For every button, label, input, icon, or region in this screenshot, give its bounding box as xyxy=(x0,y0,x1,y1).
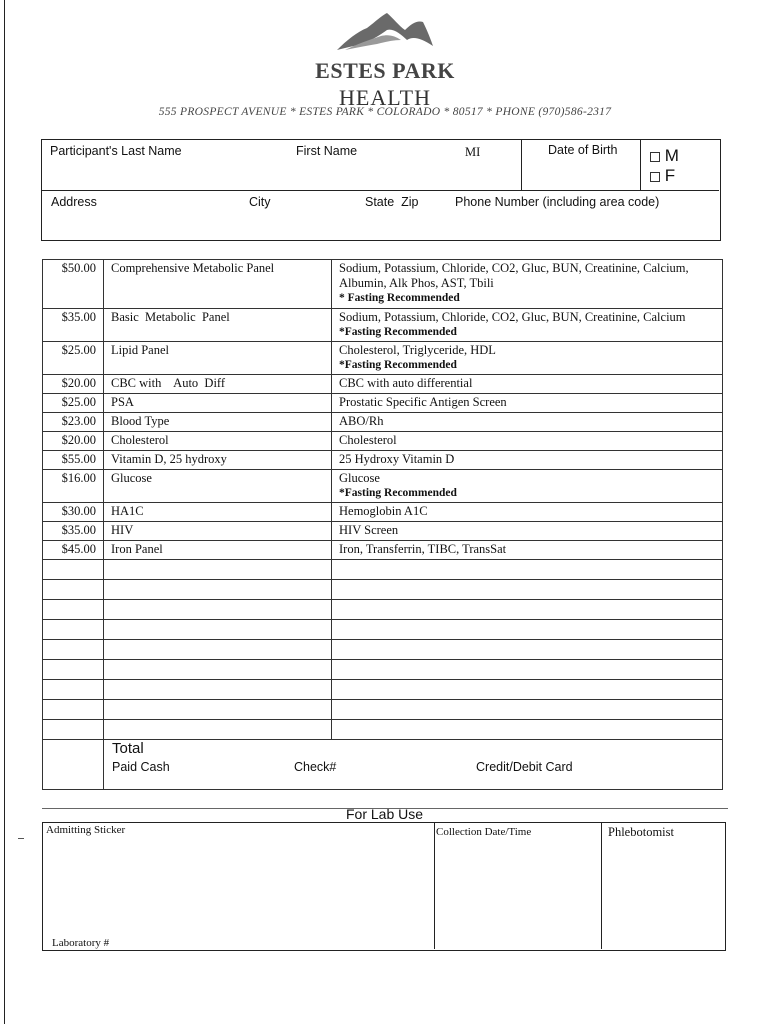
blank-cell[interactable] xyxy=(43,660,104,680)
state-zip-label: State Zip xyxy=(365,195,419,209)
laboratory-number-label: Laboratory # xyxy=(52,937,110,949)
test-row xyxy=(43,309,723,342)
last-name-label: Participant's Last Name xyxy=(50,144,182,158)
test-description-cell xyxy=(332,342,723,375)
lab-use-divider-1 xyxy=(434,822,435,949)
test-price: $20.00 xyxy=(43,375,104,394)
blank-row xyxy=(43,580,723,600)
test-description: Glucose xyxy=(339,471,380,485)
test-name: PSA xyxy=(104,394,332,413)
lab-use-box xyxy=(42,822,726,951)
test-description-cell xyxy=(332,541,723,560)
lab-use-divider-2 xyxy=(601,822,602,949)
test-description-cell xyxy=(332,413,723,432)
org-address: 555 PROSPECT AVENUE * ESTES PARK * COLORADO * 80517 * PHONE (970)586-2317 xyxy=(158,106,612,118)
test-name: Vitamin D, 25 hydroxy xyxy=(104,451,332,470)
admitting-sticker-label: Admitting Sticker xyxy=(46,824,126,836)
test-description-cell xyxy=(332,522,723,541)
test-row xyxy=(43,541,723,560)
blank-cell[interactable] xyxy=(104,700,332,720)
test-name: Blood Type xyxy=(104,413,332,432)
test-row xyxy=(43,522,723,541)
blank-cell[interactable] xyxy=(332,580,723,600)
mi-label: MI xyxy=(465,145,481,159)
test-price: $45.00 xyxy=(43,541,104,560)
test-price: $25.00 xyxy=(43,394,104,413)
org-name-line2: HEALTH xyxy=(339,85,431,110)
test-row xyxy=(43,470,723,503)
totals-blank-cell xyxy=(43,740,104,790)
test-description-cell xyxy=(332,260,723,309)
test-description: Cholesterol, Triglyceride, HDL xyxy=(339,343,496,357)
test-description: Cholesterol xyxy=(339,433,397,447)
blank-cell[interactable] xyxy=(332,600,723,620)
checkbox-m[interactable] xyxy=(650,152,660,162)
blank-cell[interactable] xyxy=(332,680,723,700)
test-description: Iron, Transferrin, TIBC, TransSat xyxy=(339,542,507,556)
blank-cell[interactable] xyxy=(332,720,723,740)
test-description-cell xyxy=(332,432,723,451)
blank-cell[interactable] xyxy=(104,720,332,740)
card-label: Credit/Debit Card xyxy=(476,760,573,774)
blank-cell[interactable] xyxy=(43,560,104,580)
blank-cell[interactable] xyxy=(43,700,104,720)
blank-cell[interactable] xyxy=(104,660,332,680)
test-description: Hemoglobin A1C xyxy=(339,504,428,518)
address-label: Address xyxy=(51,195,97,209)
test-price: $35.00 xyxy=(43,522,104,541)
test-row xyxy=(43,451,723,470)
blank-cell[interactable] xyxy=(104,640,332,660)
first-name-label: First Name xyxy=(296,144,358,158)
test-description-cell xyxy=(332,451,723,470)
fasting-note: *Fasting Recommended xyxy=(339,487,457,499)
fasting-note: *Fasting Recommended xyxy=(339,326,457,338)
test-price: $35.00 xyxy=(43,309,104,342)
blank-cell[interactable] xyxy=(104,560,332,580)
blank-row xyxy=(43,700,723,720)
test-name: HIV xyxy=(104,522,332,541)
blank-cell[interactable] xyxy=(332,560,723,580)
test-row xyxy=(43,432,723,451)
test-price: $20.00 xyxy=(43,432,104,451)
paid-cash-label: Paid Cash xyxy=(112,760,170,774)
blank-cell[interactable] xyxy=(104,680,332,700)
blank-cell[interactable] xyxy=(104,620,332,640)
test-row xyxy=(43,260,723,309)
test-description-cell xyxy=(332,470,723,503)
blank-row xyxy=(43,720,723,740)
test-name: Comprehensive Metabolic Panel xyxy=(104,260,332,309)
dob-label: Date of Birth xyxy=(548,143,618,157)
test-row xyxy=(43,375,723,394)
phlebotomist-label: Phlebotomist xyxy=(608,825,674,839)
test-row xyxy=(43,342,723,375)
collection-datetime-label: Collection Date/Time xyxy=(436,826,532,838)
test-row xyxy=(43,503,723,522)
blank-cell[interactable] xyxy=(332,640,723,660)
test-description: 25 Hydroxy Vitamin D xyxy=(339,452,455,466)
test-name: Cholesterol xyxy=(104,432,332,451)
test-name: Glucose xyxy=(104,470,332,503)
sex-m-label: M xyxy=(664,146,679,165)
test-price: $55.00 xyxy=(43,451,104,470)
blank-row xyxy=(43,680,723,700)
phone-label: Phone Number (including area code) xyxy=(455,195,660,209)
blank-cell[interactable] xyxy=(104,580,332,600)
test-price: $30.00 xyxy=(43,503,104,522)
test-price: $16.00 xyxy=(43,470,104,503)
blank-row xyxy=(43,620,723,640)
test-row xyxy=(43,413,723,432)
blank-cell[interactable] xyxy=(43,680,104,700)
blank-row xyxy=(43,600,723,620)
test-price: $23.00 xyxy=(43,413,104,432)
dob-divider-left xyxy=(521,139,522,190)
test-description: CBC with auto differential xyxy=(339,376,473,390)
sex-f-label: F xyxy=(664,166,676,185)
blank-cell[interactable] xyxy=(43,720,104,740)
test-name: Basic Metabolic Panel xyxy=(104,309,332,342)
sex-f-option[interactable] xyxy=(650,166,675,186)
totals-row xyxy=(43,740,723,790)
test-description: HIV Screen xyxy=(339,523,399,537)
page-left-border xyxy=(4,0,5,1024)
blank-cell[interactable] xyxy=(43,640,104,660)
test-name: HA1C xyxy=(104,503,332,522)
test-row xyxy=(43,394,723,413)
test-description: Sodium, Potassium, Chloride, CO2, Gluc, BUN, Creatinine, Calcium, Albumin, Alk Phos, AST, Tbili xyxy=(339,261,689,290)
test-name: Lipid Panel xyxy=(104,342,332,375)
test-price: $25.00 xyxy=(43,342,104,375)
blank-cell[interactable] xyxy=(332,620,723,640)
lab-use-heading: For Lab Use xyxy=(346,806,424,822)
mountain-logo-icon xyxy=(335,10,435,52)
check-label: Check# xyxy=(294,760,337,774)
total-label: Total xyxy=(112,740,144,757)
test-description-cell xyxy=(332,309,723,342)
blank-cell[interactable] xyxy=(104,600,332,620)
blank-cell[interactable] xyxy=(43,580,104,600)
blank-cell[interactable] xyxy=(332,700,723,720)
test-description: Sodium, Potassium, Chloride, CO2, Gluc, BUN, Creatinine, Calcium xyxy=(339,310,686,324)
org-name-line1: ESTES PARK xyxy=(315,58,455,83)
test-description-cell xyxy=(332,394,723,413)
sex-m-option[interactable] xyxy=(650,146,679,166)
margin-mark xyxy=(18,838,24,839)
test-name: Iron Panel xyxy=(104,541,332,560)
dob-divider-right xyxy=(640,139,641,190)
test-description-cell xyxy=(332,375,723,394)
blank-cell[interactable] xyxy=(43,620,104,640)
totals-cell xyxy=(104,740,723,790)
test-price: $50.00 xyxy=(43,260,104,309)
test-description: ABO/Rh xyxy=(339,414,384,428)
blank-row xyxy=(43,560,723,580)
checkbox-f[interactable] xyxy=(650,172,660,182)
blank-row xyxy=(43,640,723,660)
test-description-cell xyxy=(332,503,723,522)
test-name: CBC with Auto Diff xyxy=(104,375,332,394)
test-description: Prostatic Specific Antigen Screen xyxy=(339,395,507,409)
blank-cell[interactable] xyxy=(43,600,104,620)
fasting-note: * Fasting Recommended xyxy=(339,292,460,304)
name-row-divider xyxy=(41,190,719,191)
blank-cell[interactable] xyxy=(332,660,723,680)
fasting-note: *Fasting Recommended xyxy=(339,359,457,371)
city-label: City xyxy=(249,195,271,209)
lab-services-table xyxy=(42,259,723,790)
blank-row xyxy=(43,660,723,680)
